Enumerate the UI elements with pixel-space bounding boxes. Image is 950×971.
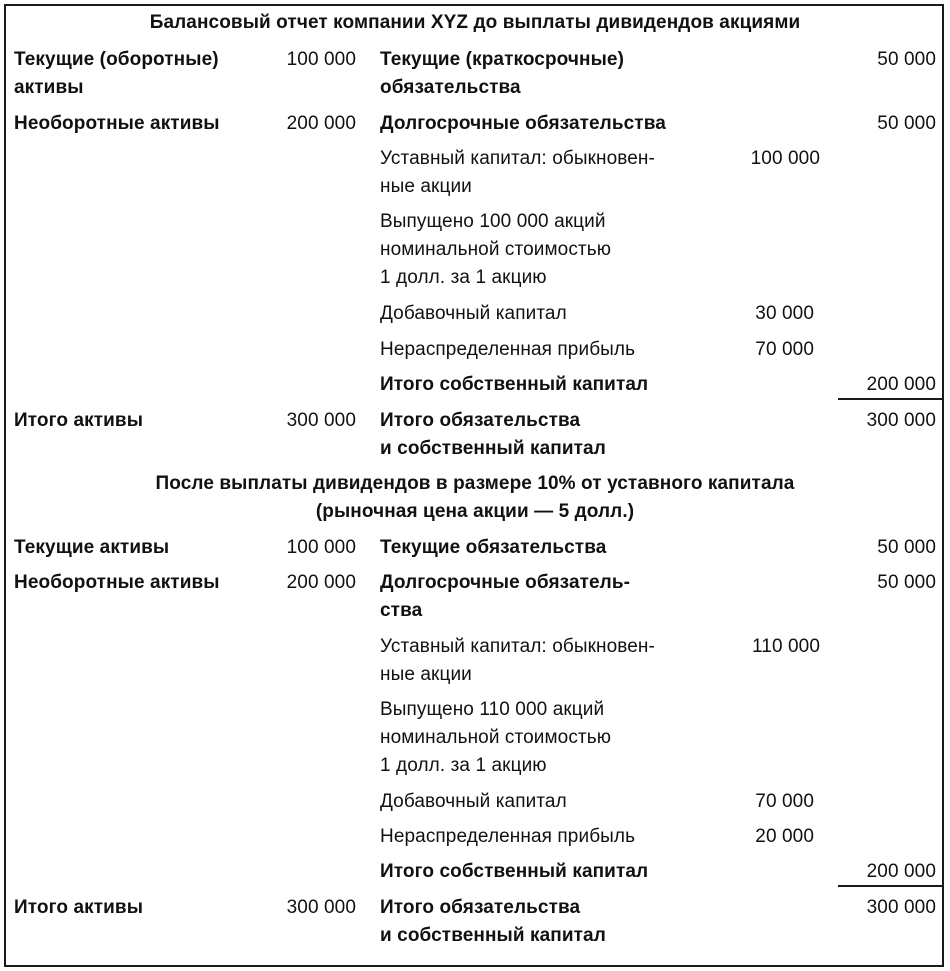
- before-equity-stock-label: Уставный капитал: обыкновен- ные акции: [380, 148, 655, 197]
- after-liab-longterm-label: Долгосрочные обязатель- ства: [380, 572, 631, 621]
- after-equity-stock-label: Уставный капитал: обыкновен- ные акции: [380, 636, 655, 685]
- before-asset-current-label: Текущие (оборотные) активы: [14, 49, 219, 98]
- before-total-assets-value: 300 000: [286, 410, 356, 431]
- before-equity-apic-label: Добавочный капитал: [380, 303, 567, 324]
- after-total-equity-label: Итого собственный капитал: [380, 861, 649, 882]
- after-title: После выплаты дивидендов в размере 10% от уставного капитала (рыночная цена акции — 5 долл.): [155, 473, 795, 522]
- before-total-assets-label: Итого активы: [14, 410, 144, 431]
- before-liab-current-label: Текущие (краткосрочные) обязательства: [380, 49, 625, 98]
- after-equity-retained-label: Нераспределенная прибыль: [380, 826, 636, 847]
- after-total-assets-value: 300 000: [286, 897, 356, 918]
- before-equity-issued-note: Выпущено 100 000 акций номинальной стоимостью 1 долл. за 1 акцию: [380, 211, 612, 288]
- before-asset-noncurrent-label: Необоротные активы: [14, 113, 220, 134]
- after-asset-current-value: 100 000: [286, 537, 356, 558]
- after-equity-apic-value: 70 000: [755, 791, 814, 812]
- after-equity-issued-note: Выпущено 110 000 акций номинальной стоимостью 1 долл. за 1 акцию: [380, 699, 612, 776]
- before-total-equity-value: 200 000: [866, 374, 936, 395]
- after-total-equity-value: 200 000: [866, 861, 936, 882]
- after-asset-current-label: Текущие активы: [14, 537, 170, 558]
- before-asset-current-value: 100 000: [286, 49, 356, 70]
- before-equity-stock-value: 100 000: [750, 148, 820, 169]
- after-asset-noncurrent-label: Необоротные активы: [14, 572, 220, 593]
- before-asset-noncurrent-value: 200 000: [286, 113, 356, 134]
- after-total-liab-equity-value: 300 000: [866, 897, 936, 918]
- after-liab-current-label: Текущие обязательства: [380, 537, 607, 558]
- before-equity-retained-label: Нераспределенная прибыль: [380, 339, 636, 360]
- after-equity-retained-value: 20 000: [755, 826, 814, 847]
- before-total-equity-rule: [838, 398, 944, 400]
- before-title: Балансовый отчет компании XYZ до выплаты дивидендов акциями: [149, 12, 801, 33]
- before-equity-retained-value: 70 000: [755, 339, 814, 360]
- before-liab-current-value: 50 000: [877, 49, 936, 70]
- before-liab-longterm-label: Долгосрочные обязательства: [380, 113, 666, 134]
- after-equity-apic-label: Добавочный капитал: [380, 791, 567, 812]
- after-total-equity-rule: [838, 885, 944, 887]
- before-equity-apic-value: 30 000: [755, 303, 814, 324]
- after-equity-stock-value: 110 000: [752, 636, 820, 657]
- after-asset-noncurrent-value: 200 000: [286, 572, 356, 593]
- after-total-liab-equity-label: Итого обязательства и собственный капитал: [380, 897, 606, 946]
- before-total-liab-equity-label: Итого обязательства и собственный капитал: [380, 410, 606, 459]
- after-liab-current-value: 50 000: [877, 537, 936, 558]
- after-liab-longterm-value: 50 000: [877, 572, 936, 593]
- before-total-equity-label: Итого собственный капитал: [380, 374, 649, 395]
- after-total-assets-label: Итого активы: [14, 897, 144, 918]
- before-total-liab-equity-value: 300 000: [866, 410, 936, 431]
- before-liab-longterm-value: 50 000: [877, 113, 936, 134]
